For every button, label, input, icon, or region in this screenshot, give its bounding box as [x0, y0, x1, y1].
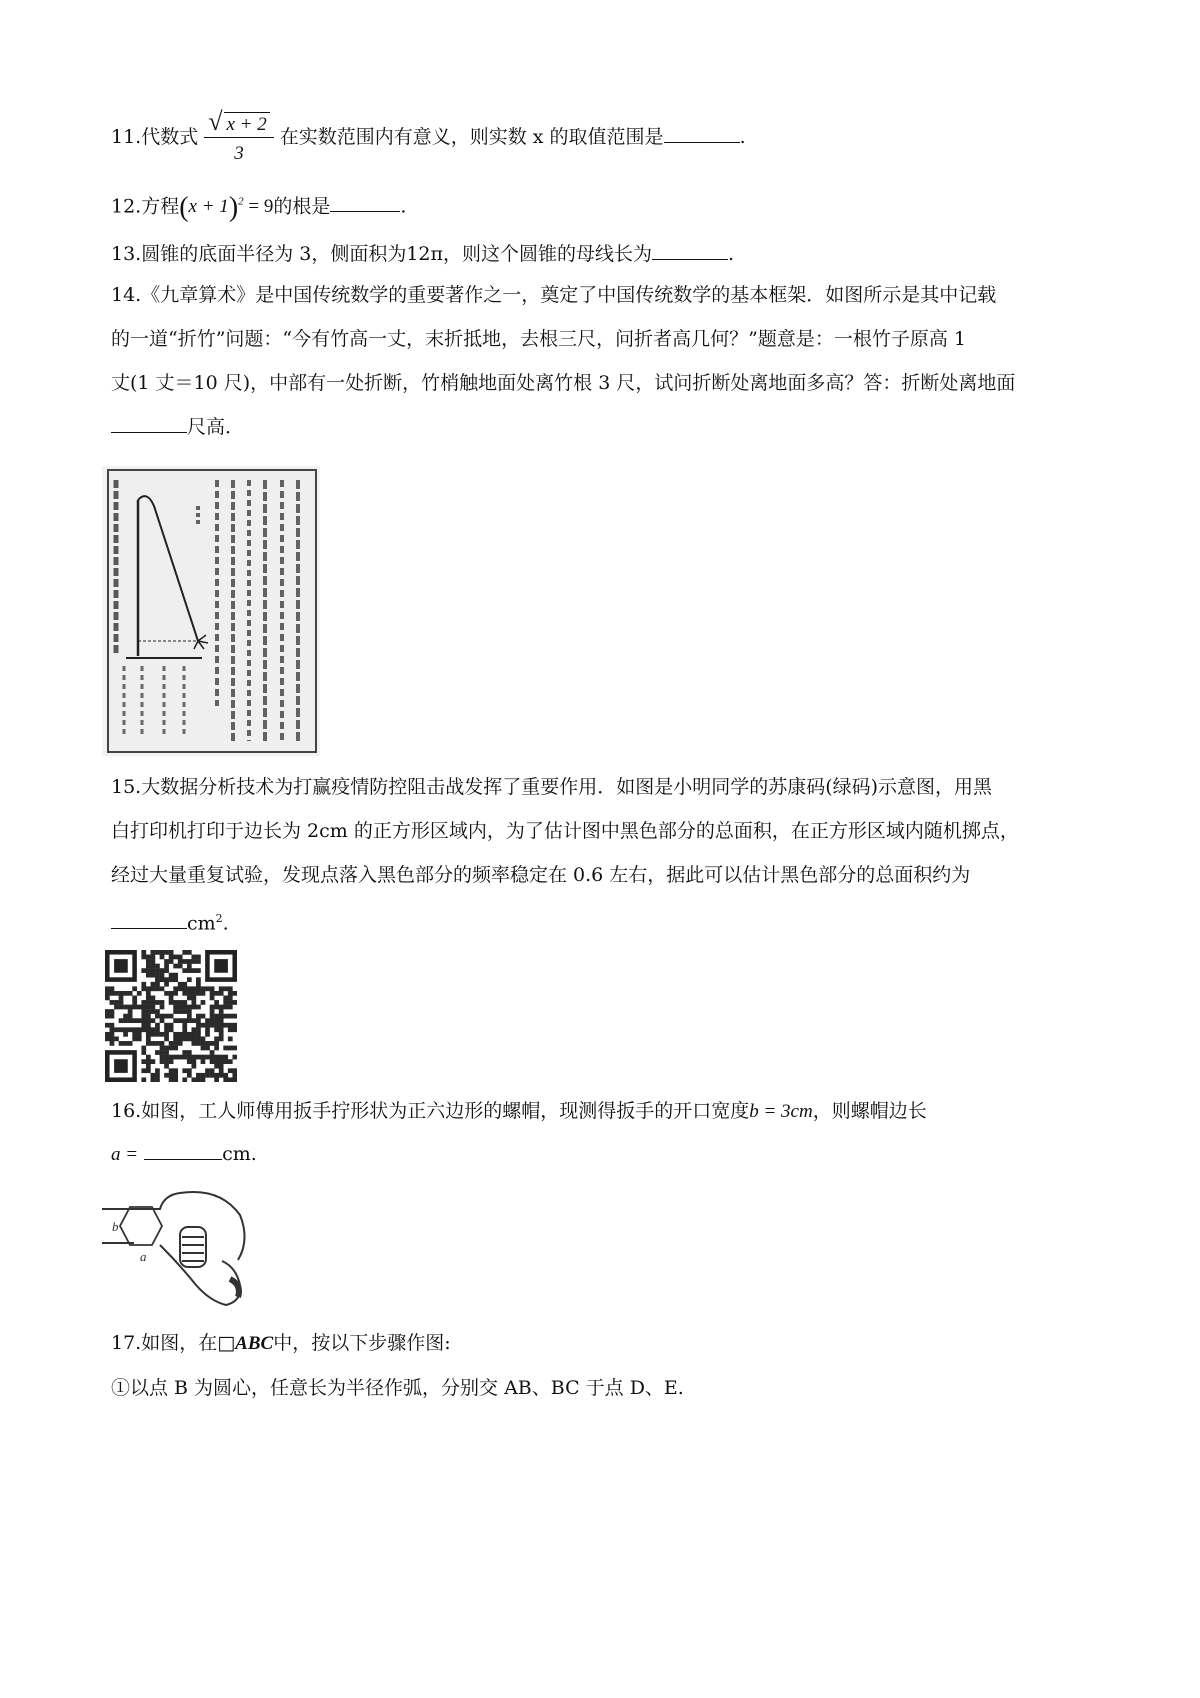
q11-suffix: 在实数范围内有意义，则实数 x 的取值范围是: [279, 126, 664, 148]
q17-line-1: [111, 1331, 451, 1356]
wrench-label-a: a: [140, 1249, 147, 1264]
q11-radicand: x + 2: [224, 112, 270, 137]
ancient-book-page-icon: [102, 466, 320, 756]
q13-answer-blank[interactable]: [652, 241, 728, 260]
q12-rhs: = 9: [248, 196, 274, 218]
q12-suffix: 的根是: [273, 195, 331, 218]
q12-prefix: 12.方程: [111, 195, 180, 218]
q17-step-1: ①以点 B 为圆心，任意长为半径作弧，分别交 AB、BC 于点 D、E.: [111, 1377, 684, 1399]
q16-a-eq: a =: [111, 1144, 139, 1165]
q12-answer-blank[interactable]: [330, 193, 400, 212]
q15-answer-blank[interactable]: [111, 910, 187, 929]
q11-denominator: 3: [234, 143, 244, 164]
question-13: [111, 241, 734, 266]
q17-suffix: 中，按以下步骤作图:: [273, 1332, 451, 1354]
q11-answer-blank[interactable]: [664, 124, 740, 143]
question-12: [111, 190, 407, 224]
triangle-symbol: □: [217, 1332, 236, 1354]
q14-line-2: 的一道“折竹”问题：“今有竹高一丈，末折抵地，去根三尺，问折者高几何？”题意是：一根竹子原高 1: [111, 328, 966, 350]
qr-code-figure: [105, 950, 237, 1082]
q14-line-3: 丈(1 丈＝10 尺)，中部有一处折断，竹梢触地面处离竹根 3 尺，试问折断处离地面多高？答：折断处离地面: [111, 372, 1016, 394]
question-11: [111, 107, 746, 166]
wrench-label-b: b: [112, 1219, 119, 1234]
q14-line-4-text: 尺高．: [187, 416, 245, 438]
q15-line-3: 经过大量重复试验，发现点落入黑色部分的频率稳定在 0.6 左右，据此可以估计黑色部分的总面积约为: [111, 864, 971, 886]
q16-line-1-end: ，则螺帽边长: [812, 1100, 927, 1122]
q16-b-value: b = 3cm: [749, 1101, 813, 1122]
qr-code-icon: [105, 950, 237, 1082]
q13-end: .: [728, 243, 735, 265]
q12-expr: x + 1: [188, 196, 229, 218]
q15-line-1: 15.大数据分析技术为打赢疫情防控阻击战发挥了重要作用．如图是小明同学的苏康码(绿码)示意图，用黑: [111, 776, 993, 798]
q16-unit-end: cm.: [222, 1143, 257, 1165]
q15-end: .: [222, 912, 229, 935]
q14-line-4: [111, 414, 244, 439]
q12-exponent: 2: [238, 196, 244, 208]
q16-line-1: [111, 1099, 927, 1124]
q15-line-2: 白打印机打印于边长为 2cm 的正方形区域内，为了估计图中黑色部分的总面积，在正方形区域内随机掷点，: [111, 820, 1019, 842]
q11-fraction: $\frac{√ x + 2}{3}$: [204, 110, 274, 166]
q15-line-4: [111, 907, 229, 935]
q12-equation: $(x + 1)^2 = 9$: [179, 192, 274, 224]
wrench-figure: [100, 1185, 250, 1311]
q11-prefix: 11.代数式: [111, 126, 199, 148]
q15-unit-exponent: 2: [215, 912, 223, 925]
q14-line-1: 14.《九章算术》是中国传统数学的重要著作之一，奠定了中国传统数学的基本框架．如图所示是其中记载: [111, 284, 997, 306]
wrench-hexagon-icon: [100, 1185, 250, 1311]
q16-line-1-text: 16.如图，工人师傅用扳手拧形状为正六边形的螺帽，现测得扳手的开口宽度: [111, 1100, 750, 1122]
q16-line-2: [111, 1141, 257, 1167]
bamboo-figure-image: [102, 466, 320, 756]
q16-answer-blank[interactable]: [144, 1141, 222, 1160]
q12-end: .: [400, 195, 407, 218]
q17-prefix: 17.如图，在: [111, 1332, 218, 1354]
q11-end: .: [739, 126, 746, 148]
q17-triangle-name: ABC: [235, 1333, 274, 1354]
q14-answer-blank[interactable]: [111, 414, 187, 433]
q15-unit: cm: [187, 912, 216, 935]
q13-text: 13.圆锥的底面半径为 3，侧面积为12π，则这个圆锥的母线长为: [111, 243, 653, 265]
